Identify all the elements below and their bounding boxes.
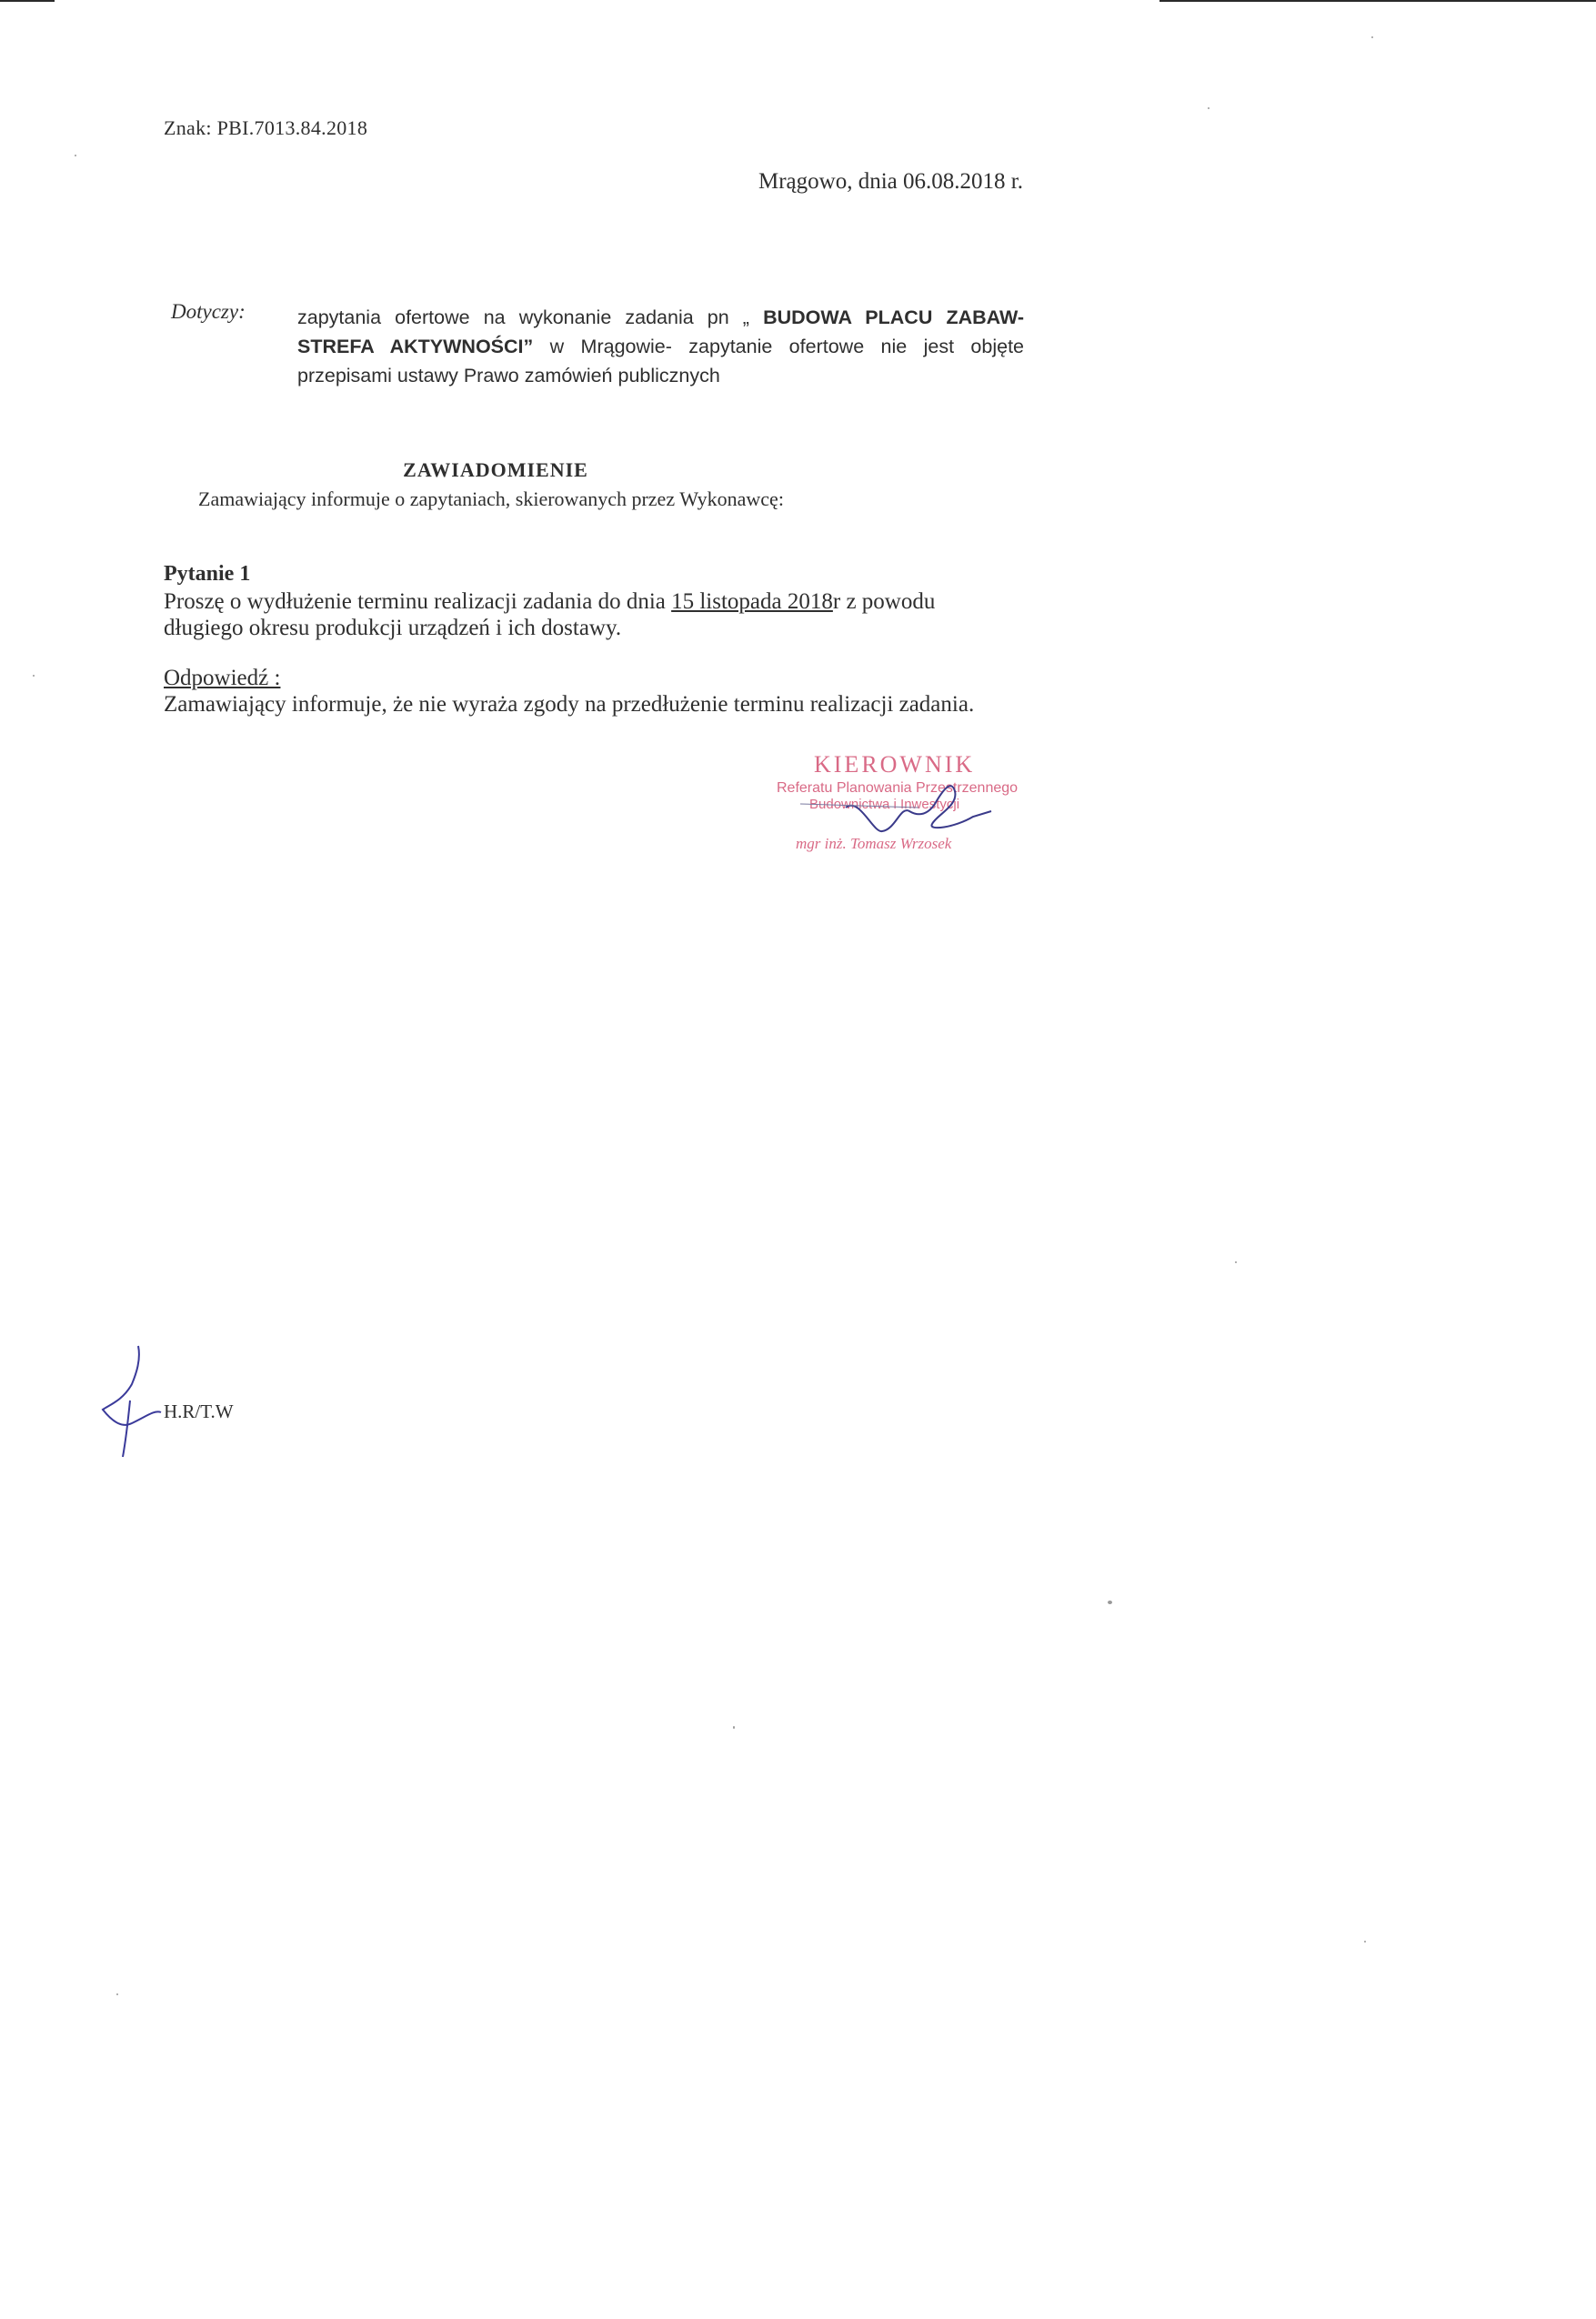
scan-edge-mark — [1159, 0, 1596, 2]
official-stamp — [773, 751, 1028, 860]
scan-speck — [33, 675, 35, 677]
signature-icon — [773, 751, 1028, 860]
question-title: Pytanie 1 — [164, 562, 251, 586]
notice-title: ZAWIADOMIENIE — [403, 458, 588, 481]
place-and-date: Mrągowo, dnia 06.08.2018 r. — [758, 169, 1023, 194]
subject-text-part: w Mrągowie- zapytanie ofertowe nie jest objęte — [533, 336, 1024, 357]
subject-line-2 — [297, 332, 1024, 361]
question-text-part: Proszę o wydłużenie terminu realizacji zadania do dnia — [164, 589, 672, 614]
notice-intro: Zamawiający informuje o zapytaniach, skierowanych przez Wykonawcę: — [198, 487, 784, 510]
subject-line-1 — [297, 303, 1024, 332]
scan-speck — [733, 1726, 735, 1729]
scan-speck — [1235, 1261, 1237, 1263]
scan-speck — [75, 155, 76, 156]
subject-line-3: przepisami ustawy Prawo zamówień publicznych — [297, 365, 720, 386]
author-initials: H.R/T.W — [164, 1400, 234, 1422]
scan-edge-mark — [0, 0, 55, 2]
scan-speck — [1371, 36, 1373, 38]
answer-title: Odpowiedź : — [164, 666, 281, 690]
question-text-line-1 — [164, 589, 935, 615]
stamp-department-2: Budownictwa i Inwestycji — [809, 797, 960, 812]
question-text-part: r z powodu — [832, 589, 936, 614]
reference-number: Znak: PBI.7013.84.2018 — [164, 116, 368, 139]
scan-speck — [1364, 1941, 1366, 1943]
subject-text — [297, 303, 1024, 390]
subject-label: Dotyczy: — [171, 300, 246, 323]
deadline-date: 15 listopada 2018 — [671, 589, 833, 614]
task-name-bold: STREFA AKTYWNOŚCI” — [297, 336, 534, 357]
scan-speck — [1108, 1601, 1112, 1604]
answer-text: Zamawiający informuje, że nie wyraża zgody na przedłużenie terminu realizacji zadania. — [164, 692, 975, 717]
stamp-title: KIEROWNIK — [814, 751, 976, 778]
scan-speck — [1208, 107, 1210, 109]
stamp-name: mgr inż. Tomasz Wrzosek — [796, 835, 952, 852]
subject-text-part: zapytania ofertowe na wykonanie zadania pn „ — [297, 306, 764, 328]
stamp-department: Referatu Planowania Przestrzennego — [777, 780, 1019, 796]
question-text-line-2: długiego okresu produkcji urządzeń i ich dostawy. — [164, 616, 622, 640]
scan-speck — [116, 1993, 118, 1995]
initials-signature-icon — [95, 1337, 168, 1464]
task-name-bold: BUDOWA PLACU ZABAW- — [763, 306, 1024, 328]
